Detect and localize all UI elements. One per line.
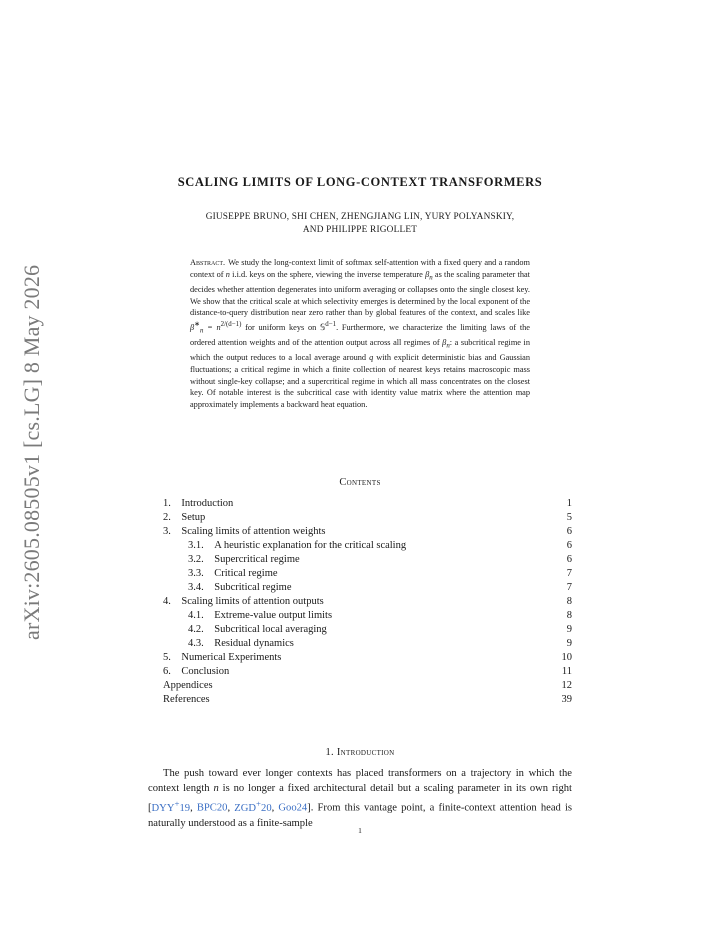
toc-entry-page: 8 bbox=[566, 596, 572, 607]
abstract-heading: Abstract. bbox=[190, 258, 226, 267]
toc-entry-label bbox=[163, 679, 213, 693]
arxiv-identifier: arXiv:2605.08505v1 [cs.LG] 8 May 2026 bbox=[19, 264, 44, 640]
toc-entry-label bbox=[163, 693, 210, 707]
math-sub: n bbox=[429, 274, 433, 282]
toc-entry-title: References bbox=[163, 694, 210, 705]
toc-entry-title: Residual dynamics bbox=[214, 638, 294, 649]
toc-entry-number: 4.1. bbox=[188, 610, 204, 621]
abstract-text: as the scaling parameter that decides whether attention degenerates into uniform averaging or collapses onto the single closest key. We show that the critical scale at which selectivity emerges is determined by the local exponent of the distance-to-query distribution near zero rather than by global features of the context, and scales like bbox=[190, 269, 530, 318]
toc-entry-number: 3.3. bbox=[188, 568, 204, 579]
toc-entry-number: 4.2. bbox=[188, 624, 204, 635]
math-eq: = n bbox=[203, 322, 221, 332]
authors-line-1: GIUSEPPE BRUNO, SHI CHEN, ZHENGJIANG LIN, YURY POLYANSKIY, bbox=[205, 212, 515, 222]
toc-entry-title: Scaling limits of attention outputs bbox=[181, 596, 324, 607]
abstract-text: i.i.d. keys on the sphere, viewing the inverse temperature bbox=[229, 269, 426, 279]
math-sphere-exp: d−1 bbox=[325, 320, 337, 328]
toc-entry[interactable] bbox=[163, 497, 572, 511]
intro-text: is no longer a fixed architectural detail but a scaling parameter in its own right [ bbox=[148, 783, 572, 814]
toc-entry-label bbox=[163, 525, 325, 539]
math-n: n bbox=[213, 783, 219, 795]
toc-entry-label bbox=[188, 581, 292, 595]
toc-entry-number: 6. bbox=[163, 666, 171, 677]
toc-entry-page: 10 bbox=[561, 652, 572, 663]
toc-entry-page: 6 bbox=[566, 540, 572, 551]
intro-paragraph: The push toward ever longer contexts has placed transformers on a trajectory in which the context length n is no longer a fixed architectural detail but a scaling parameter in its own right [DYY+19, BPC20, ZGD+20, Goo24]. From this vantage point, a finite-context attention head is naturally understood as a finite-sample bbox=[148, 768, 573, 829]
toc-entry-label bbox=[163, 511, 205, 525]
toc-entry-title: Subcritical regime bbox=[214, 582, 292, 593]
toc-entry-number: 1. bbox=[163, 498, 171, 509]
citation-link[interactable]: BPC20 bbox=[196, 802, 228, 814]
toc-entry-number: 5. bbox=[163, 652, 171, 663]
toc-entry-number: 3.2. bbox=[188, 554, 204, 565]
toc-entry[interactable] bbox=[163, 651, 572, 665]
toc-entry-page: 7 bbox=[566, 582, 572, 593]
toc-entry-page: 8 bbox=[566, 610, 572, 621]
authors-line-2: AND PHILIPPE RIGOLLET bbox=[302, 224, 418, 235]
toc-entry-title: Introduction bbox=[181, 498, 234, 509]
intro-text: ]. From this vantage point, a finite-context attention head is naturally understood as a finite-sample bbox=[148, 802, 573, 829]
abstract-text: . Furthermore, we characterize the limiting laws of the ordered attention weights and of the attention output across all regimes of bbox=[190, 322, 530, 348]
abstract-text: We study the long-context limit of softmax self-attention with a fixed query and a random context of bbox=[190, 258, 530, 279]
section-heading: 1. Introduction bbox=[325, 747, 395, 758]
toc-entry[interactable] bbox=[163, 511, 572, 525]
toc-entry-page: 9 bbox=[566, 624, 572, 635]
toc-entry-label bbox=[188, 539, 406, 553]
toc-entry-label bbox=[188, 553, 300, 567]
abstract bbox=[190, 257, 530, 411]
toc-entry-number: 4. bbox=[163, 596, 171, 607]
table-of-contents bbox=[163, 497, 572, 707]
toc-entry-page: 6 bbox=[566, 526, 572, 537]
paper-title: SCALING LIMITS OF LONG-CONTEXT TRANSFORMERS bbox=[177, 175, 543, 189]
toc-entry-title: Conclusion bbox=[181, 666, 230, 677]
math-sub: n bbox=[446, 342, 450, 350]
math-beta-star: β bbox=[190, 322, 195, 332]
toc-entry-label bbox=[163, 651, 281, 665]
toc-entry[interactable] bbox=[163, 553, 572, 567]
toc-entry-title: A heuristic explanation for the critical scaling bbox=[214, 540, 407, 551]
math-q: q bbox=[369, 353, 374, 363]
toc-entry-number: 3.1. bbox=[188, 540, 204, 551]
toc-entry[interactable] bbox=[163, 665, 572, 679]
toc-entry[interactable] bbox=[163, 637, 572, 651]
toc-entry-page: 7 bbox=[566, 568, 572, 579]
toc-entry-label bbox=[188, 609, 332, 623]
math-beta: β bbox=[425, 269, 430, 279]
toc-entry-title: Numerical Experiments bbox=[181, 652, 282, 663]
toc-entry-number: 3. bbox=[163, 526, 171, 537]
abstract-text: with explicit deterministic bias and Gaussian fluctuations; a critical regime in which a finite collection of nearest keys retains macroscopic mass without single-key collapse; and a supercritical regime in which all mass concentrates on the closest key. Of notable interest is the subcritical case with identity value matrix where the attention map approximately implements a backward heat equation. bbox=[190, 353, 530, 409]
math-n: n bbox=[225, 269, 230, 279]
abstract-text: for uniform keys on bbox=[241, 322, 320, 332]
toc-entry-page: 1 bbox=[566, 498, 572, 509]
toc-entry-number: 2. bbox=[163, 512, 171, 523]
toc-entry-label bbox=[188, 623, 327, 637]
toc-entry[interactable] bbox=[163, 623, 572, 637]
toc-entry-label bbox=[188, 637, 294, 651]
toc-entry-page: 5 bbox=[566, 512, 572, 523]
toc-entry[interactable] bbox=[163, 609, 572, 623]
math-beta: β bbox=[442, 338, 447, 348]
toc-entry-label bbox=[188, 567, 278, 581]
toc-entry-title: Critical regime bbox=[214, 568, 278, 579]
math-sphere: 𝕊 bbox=[319, 322, 326, 332]
toc-entry[interactable] bbox=[163, 581, 572, 595]
citation-link[interactable]: Goo24 bbox=[278, 802, 308, 814]
toc-entry-page: 11 bbox=[561, 666, 572, 677]
toc-entry-page: 9 bbox=[566, 638, 572, 649]
toc-entry-page: 39 bbox=[561, 694, 572, 705]
toc-entry-title: Appendices bbox=[163, 680, 213, 691]
math-star: ∗ bbox=[194, 320, 200, 328]
abstract-text: : a subcritical regime in which the output reduces to a local average around bbox=[190, 338, 530, 363]
toc-entry-label bbox=[163, 665, 229, 679]
toc-entry[interactable] bbox=[163, 525, 572, 539]
toc-entry[interactable] bbox=[163, 539, 572, 553]
intro-text: The push toward ever longer contexts has placed transformers on a trajectory in which the context length bbox=[148, 768, 572, 795]
math-exp: 2/(d−1) bbox=[220, 320, 242, 328]
toc-entry[interactable] bbox=[163, 595, 572, 609]
toc-entry-title: Subcritical local averaging bbox=[214, 624, 327, 635]
page-number: 1 bbox=[358, 826, 362, 835]
toc-entry[interactable] bbox=[163, 693, 572, 707]
toc-entry-title: Scaling limits of attention weights bbox=[181, 526, 326, 537]
authors bbox=[0, 211, 720, 236]
toc-entry-title: Supercritical regime bbox=[214, 554, 300, 565]
toc-entry-page: 6 bbox=[566, 554, 572, 565]
toc-entry-label bbox=[163, 497, 233, 511]
toc-entry-page: 12 bbox=[561, 680, 572, 691]
math-sub: n bbox=[199, 327, 204, 335]
toc-entry[interactable] bbox=[163, 679, 572, 693]
toc-entry-number: 4.3. bbox=[188, 638, 204, 649]
toc-entry-label bbox=[163, 595, 324, 609]
toc-entry-title: Extreme-value output limits bbox=[214, 610, 333, 621]
citation-link[interactable]: ZGD+20 bbox=[234, 798, 272, 814]
toc-entry-number: 3.4. bbox=[188, 582, 204, 593]
citation-link[interactable]: DYY+19 bbox=[151, 798, 191, 814]
contents-heading: Contents bbox=[339, 477, 381, 488]
toc-entry[interactable] bbox=[163, 567, 572, 581]
toc-entry-title: Setup bbox=[181, 512, 206, 523]
